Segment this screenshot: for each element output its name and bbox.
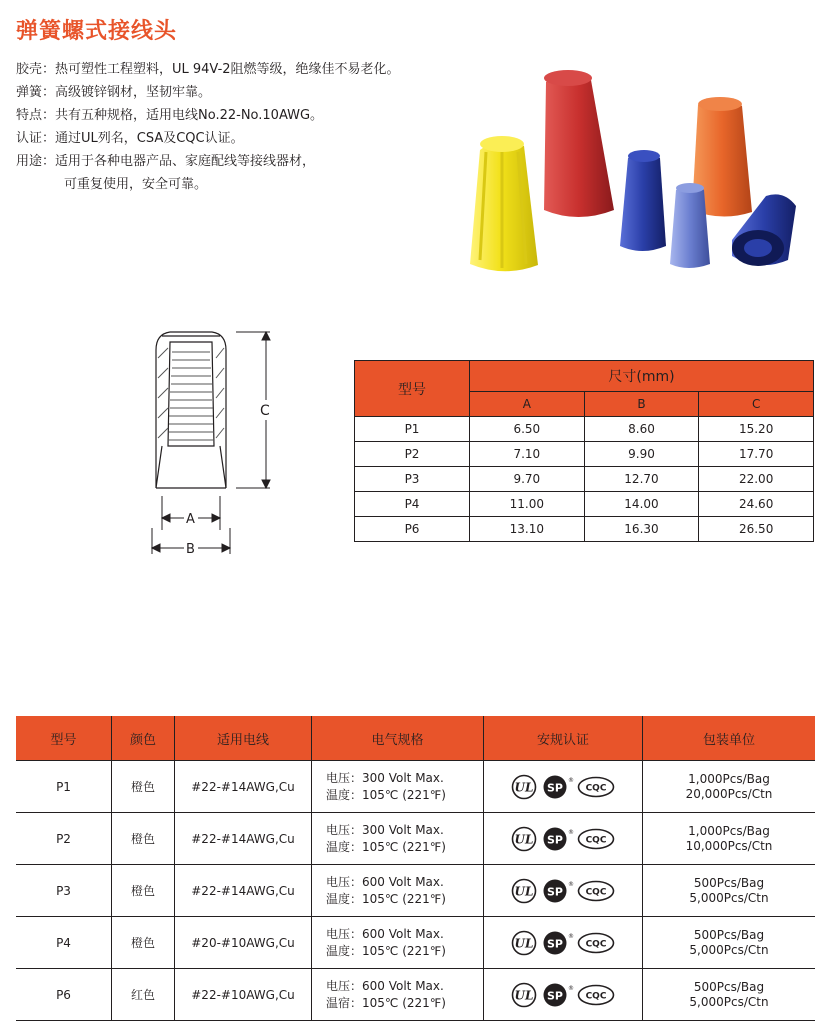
temperature-text: 温度：105℃ (221℉) — [326, 839, 446, 854]
pack-bag: 500Pcs/Bag — [693, 875, 765, 890]
certification-cell — [484, 917, 643, 969]
model-cell: P1 — [16, 761, 112, 813]
pack-carton: 5,000Pcs/Ctn — [689, 890, 769, 905]
cqc-logo-icon — [577, 984, 615, 1006]
packaging-cell — [643, 969, 816, 1021]
model-cell: P2 — [16, 813, 112, 865]
yellow-connector — [470, 136, 538, 271]
packaging-cell — [643, 761, 816, 813]
certification-cell — [484, 865, 643, 917]
pack-bag: 1,000Pcs/Bag — [688, 823, 770, 838]
voltage-text: 电压：600 Volt Max. — [326, 874, 444, 889]
packaging-cell — [643, 917, 816, 969]
table-row: P3 9.70 12.70 22.00 — [355, 467, 814, 492]
svg-text:SP: SP — [547, 781, 563, 794]
col-color: 颜色 — [112, 716, 175, 761]
svg-text:®: ® — [568, 880, 574, 888]
spec-housing: 胶壳：热可塑性工程塑料，UL 94V-2阻燃等级，绝缘佳不易老化。 — [16, 62, 400, 77]
csa-logo-icon — [542, 774, 572, 800]
pack-carton: 5,000Pcs/Ctn — [689, 942, 769, 957]
dimension-b-label: B — [186, 542, 195, 557]
table-row: P4 11.00 14.00 24.60 — [355, 492, 814, 517]
model-cell: P6 — [16, 969, 112, 1021]
blue-connector — [620, 150, 666, 251]
col-model: 型号 — [16, 716, 112, 761]
csa-logo-icon — [542, 826, 572, 852]
certification-cell — [484, 969, 643, 1021]
table-row: P2 7.10 9.90 17.70 — [355, 442, 814, 467]
ul-logo-icon — [511, 826, 537, 852]
dim-col-b: B — [584, 392, 699, 417]
table-row: P6 13.10 16.30 26.50 — [355, 517, 814, 542]
svg-text:®: ® — [568, 984, 574, 992]
cqc-logo-icon — [577, 776, 615, 798]
wire-cell: #20-#10AWG,Cu — [175, 917, 312, 969]
pack-carton: 5,000Pcs/Ctn — [689, 994, 769, 1009]
voltage-text: 电压：300 Volt Max. — [326, 822, 444, 837]
table-row — [16, 917, 815, 969]
svg-text:®: ® — [568, 828, 574, 836]
voltage-text: 电压：300 Volt Max. — [326, 770, 444, 785]
svg-text:CQC: CQC — [585, 783, 607, 793]
dim-col-a: A — [470, 392, 585, 417]
electrical-cell — [312, 969, 484, 1021]
red-connector — [544, 70, 614, 217]
spec-spring: 弹簧：高级镀锌钢材，坚韧牢靠。 — [16, 85, 212, 100]
table-row — [16, 969, 815, 1021]
ul-logo-icon — [511, 930, 537, 956]
certification-cell — [484, 761, 643, 813]
pack-bag: 500Pcs/Bag — [693, 927, 765, 942]
svg-text:UL: UL — [514, 936, 534, 950]
svg-text:SP: SP — [547, 833, 563, 846]
ul-logo-icon — [511, 774, 537, 800]
cqc-logo-icon — [577, 932, 615, 954]
temperature-text: 温度：105℃ (221℉) — [326, 943, 446, 958]
color-cell: 橙色 — [112, 813, 175, 865]
spec-features: 特点：共有五种规格，适用电线No.22-No.10AWG。 — [16, 108, 324, 123]
pack-carton: 10,000Pcs/Ctn — [685, 838, 773, 853]
spec-usage: 用途：适用于各种电器产品、家庭配线等接线器材， — [16, 154, 316, 169]
csa-logo-icon — [542, 930, 572, 956]
color-cell: 橙色 — [112, 865, 175, 917]
svg-text:CQC: CQC — [585, 939, 607, 949]
dimension-drawing — [140, 318, 300, 568]
temperature-text: 温度：105℃ (221℉) — [326, 787, 446, 802]
svg-text:®: ® — [568, 776, 574, 784]
table-row — [16, 865, 815, 917]
col-electrical: 电气规格 — [312, 716, 484, 761]
packaging-cell — [643, 813, 816, 865]
svg-text:CQC: CQC — [585, 991, 607, 1001]
col-packaging: 包装单位 — [643, 716, 816, 761]
svg-text:SP: SP — [547, 885, 563, 898]
csa-logo-icon — [542, 982, 572, 1008]
model-cell: P3 — [16, 865, 112, 917]
spec-usage-continued: 可重复使用，安全可靠。 — [64, 177, 208, 192]
cqc-logo-icon — [577, 880, 615, 902]
svg-text:UL: UL — [514, 884, 534, 898]
wire-cell: #22-#14AWG,Cu — [175, 865, 312, 917]
spec-list — [16, 58, 400, 196]
svg-text:CQC: CQC — [585, 835, 607, 845]
model-cell: P4 — [16, 917, 112, 969]
spec-table — [16, 716, 815, 1021]
color-cell: 橙色 — [112, 917, 175, 969]
packaging-cell — [643, 865, 816, 917]
col-certification: 安规认证 — [484, 716, 643, 761]
wire-cell: #22-#14AWG,Cu — [175, 813, 312, 865]
spec-certification: 认证：通过UL列名，CSA及CQC认证。 — [16, 131, 244, 146]
voltage-text: 电压：600 Volt Max. — [326, 978, 444, 993]
dimension-c-label: C — [260, 403, 270, 419]
svg-text:®: ® — [568, 932, 574, 940]
table-row — [16, 761, 815, 813]
col-wire: 适用电线 — [175, 716, 312, 761]
color-cell: 橙色 — [112, 761, 175, 813]
color-cell: 红色 — [112, 969, 175, 1021]
voltage-text: 电压：600 Volt Max. — [326, 926, 444, 941]
svg-text:UL: UL — [514, 780, 534, 794]
ul-logo-icon — [511, 878, 537, 904]
dim-col-c: C — [699, 392, 814, 417]
wire-cell: #22-#10AWG,Cu — [175, 969, 312, 1021]
product-photo — [466, 60, 816, 286]
pack-carton: 20,000Pcs/Ctn — [685, 786, 773, 801]
dimension-a-label: A — [186, 512, 195, 527]
cqc-logo-icon — [577, 828, 615, 850]
pack-bag: 1,000Pcs/Bag — [688, 771, 770, 786]
dim-model-header: 型号 — [355, 361, 470, 417]
electrical-cell — [312, 761, 484, 813]
svg-text:CQC: CQC — [585, 887, 607, 897]
svg-text:SP: SP — [547, 989, 563, 1002]
dimension-table — [354, 360, 814, 542]
temperature-text: 温宿：105℃ (221℉) — [326, 995, 446, 1010]
certification-cell — [484, 813, 643, 865]
ul-logo-icon — [511, 982, 537, 1008]
electrical-cell — [312, 865, 484, 917]
electrical-cell — [312, 917, 484, 969]
electrical-cell — [312, 813, 484, 865]
table-row — [16, 813, 815, 865]
page-title: 弹簧螺式接线头 — [16, 19, 178, 44]
light-blue-connector — [670, 183, 710, 268]
svg-text:SP: SP — [547, 937, 563, 950]
table-row: P1 6.50 8.60 15.20 — [355, 417, 814, 442]
wire-cell: #22-#14AWG,Cu — [175, 761, 312, 813]
dim-size-header: 尺寸(mm) — [470, 361, 814, 392]
svg-text:UL: UL — [514, 832, 534, 846]
temperature-text: 温度：105℃ (221℉) — [326, 891, 446, 906]
svg-text:UL: UL — [514, 988, 534, 1002]
csa-logo-icon — [542, 878, 572, 904]
pack-bag: 500Pcs/Bag — [693, 979, 765, 994]
